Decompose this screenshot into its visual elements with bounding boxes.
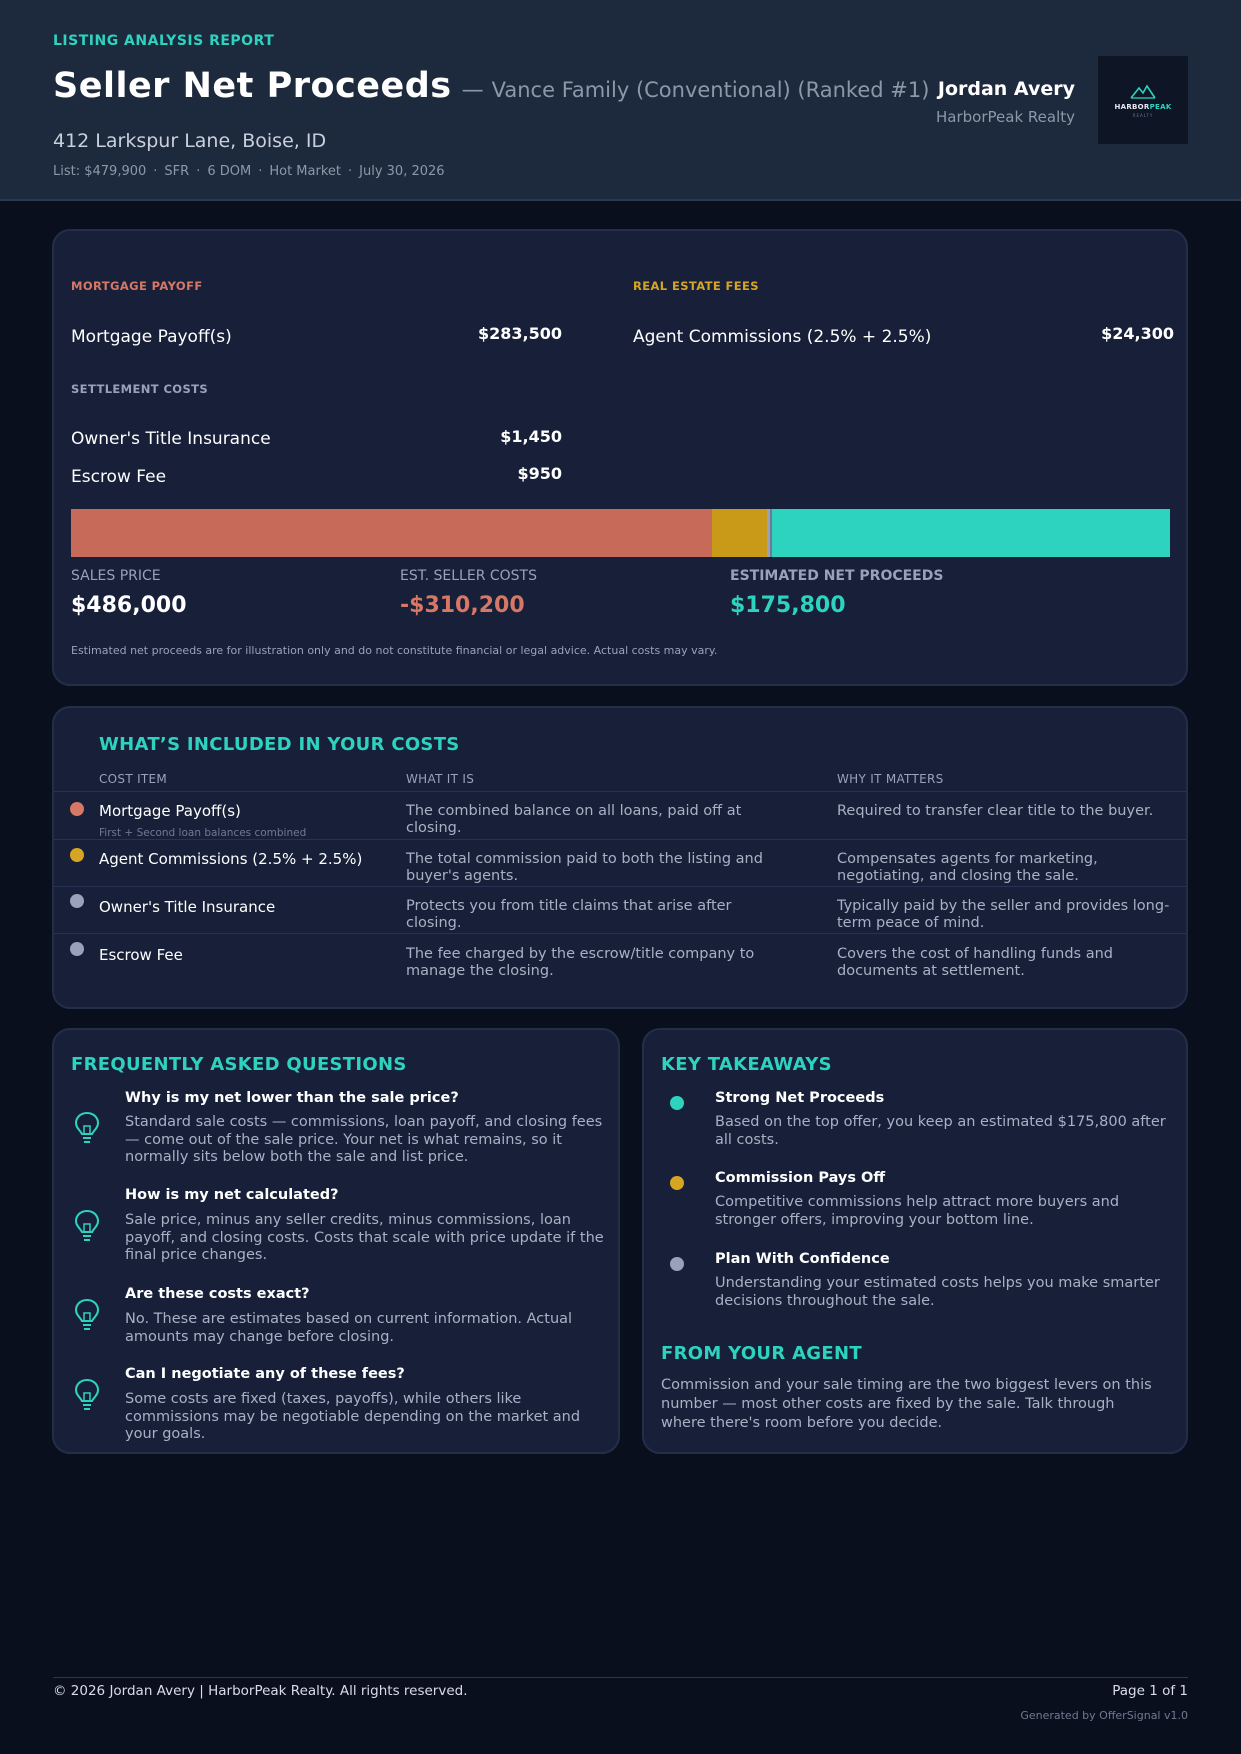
faq-answer: No. These are estimates based on current information. Actual amounts may change before closing. — [125, 1311, 573, 1345]
faq-question: Why is my net lower than the sale price? — [125, 1090, 459, 1106]
agent-info — [936, 78, 1075, 126]
row-why: Required to transfer clear title to the buyer. — [837, 803, 1154, 819]
listing-meta — [53, 164, 445, 179]
proceeds-breakdown-bar — [71, 509, 1170, 557]
meta-separator: · — [196, 164, 201, 179]
row-item: Mortgage Payoff(s) — [99, 802, 241, 820]
mountain-icon — [1130, 83, 1156, 99]
title-insurance-value: $1,450 — [500, 427, 562, 446]
takeaway-dot-icon — [670, 1176, 684, 1190]
faq-question: How is my net calculated? — [125, 1187, 339, 1203]
mortgage-category-label: MORTGAGE PAYOFF — [71, 279, 203, 293]
property-address: 412 Larkspur Lane, Boise, ID — [53, 130, 327, 152]
row-item: Escrow Fee — [99, 946, 183, 964]
generator-credit: Generated by OfferSignal v1.0 — [1020, 1709, 1188, 1722]
takeaway-text: Understanding your estimated costs helps you make smarter decisions throughout the sale. — [715, 1275, 1160, 1309]
row-what: The combined balance on all loans, paid off at closing. — [406, 803, 742, 836]
meta-separator: · — [258, 164, 263, 179]
bar-segment-mortgage-payoff — [71, 509, 712, 557]
table-row — [54, 886, 1186, 934]
net-proceeds-label: ESTIMATED NET PROCEEDS — [730, 568, 944, 584]
settlement-category-label: SETTLEMENT COSTS — [71, 382, 209, 396]
escrow-value: $950 — [517, 464, 562, 483]
column-header-cost-item: COST ITEM — [99, 772, 168, 786]
faq-answer: Sale price, minus any seller credits, minus commissions, loan payoff, and closing costs. Costs that scale with price update if the final price changes. — [125, 1212, 604, 1263]
takeaways-card — [642, 1028, 1188, 1454]
footer-copyright: © 2026 Jordan Avery | HarborPeak Realty. All rights reserved. — [53, 1683, 468, 1699]
faq-answer: Standard sale costs — commissions, loan payoff, and closing fees — come out of the sale price. Your net is what remains, so it normally sits below both the sale and list price. — [125, 1114, 603, 1165]
row-why: Typically paid by the seller and provides long-term peace of mind. — [837, 898, 1170, 931]
takeaway-title: Plan With Confidence — [715, 1251, 890, 1267]
agent-company: HarborPeak Realty — [936, 108, 1075, 126]
included-costs-card — [52, 706, 1188, 1009]
footer-divider — [53, 1677, 1188, 1678]
agent-name: Jordan Avery — [937, 78, 1075, 100]
page-title: Seller Net Proceeds — [53, 66, 452, 106]
meta-market: Hot Market — [269, 164, 341, 179]
lightbulb-icon — [72, 1377, 102, 1413]
column-header-what: WHAT IT IS — [406, 772, 475, 786]
row-why: Compensates agents for marketing, negotiating, and closing the sale. — [837, 851, 1098, 884]
commission-item: Agent Commissions (2.5% + 2.5%) — [633, 327, 932, 347]
report-eyebrow: LISTING ANALYSIS REPORT — [53, 33, 275, 49]
agent-note-text: Commission and your sale timing are the two biggest levers on this number — most other costs are fixed by the sale. Talk through where there's room before you decide. — [661, 1377, 1152, 1431]
row-item: Owner's Title Insurance — [99, 898, 276, 916]
meta-property-type: SFR — [164, 164, 190, 179]
mortgage-item: Mortgage Payoff(s) — [71, 327, 232, 347]
logo-text: HARBORPEAK — [1114, 102, 1172, 111]
mortgage-value: $283,500 — [477, 324, 562, 343]
escrow-dot-icon — [70, 942, 84, 956]
escrow-item: Escrow Fee — [71, 467, 167, 487]
fees-category-label: REAL ESTATE FEES — [633, 279, 759, 293]
row-what: Protects you from title claims that arise after closing. — [406, 898, 732, 931]
takeaway-title: Commission Pays Off — [715, 1170, 886, 1186]
page-subtitle: Vance Family (Conventional) (Ranked #1) — [491, 78, 930, 102]
lightbulb-icon — [72, 1110, 102, 1146]
meta-separator: · — [348, 164, 353, 179]
column-header-why: WHY IT MATTERS — [837, 772, 944, 786]
lightbulb-icon — [72, 1208, 102, 1244]
seller-costs-label: EST. SELLER COSTS — [400, 568, 537, 584]
row-what: The total commission paid to both the listing and buyer's agents. — [406, 851, 763, 884]
takeaway-dot-icon — [670, 1257, 684, 1271]
takeaway-dot-icon — [670, 1096, 684, 1110]
bar-segment-net-proceeds — [772, 509, 1170, 557]
brokerage-logo — [1098, 56, 1188, 144]
takeaway-title: Strong Net Proceeds — [715, 1090, 885, 1106]
lightbulb-icon — [72, 1297, 102, 1333]
commission-value: $24,300 — [1101, 324, 1174, 343]
commission-dot-icon — [70, 848, 84, 862]
takeaways-title: KEY TAKEAWAYS — [661, 1054, 832, 1075]
sales-price-label: SALES PRICE — [71, 568, 161, 584]
meta-separator: · — [153, 164, 158, 179]
title-dash: — — [461, 78, 484, 103]
title-row — [53, 66, 929, 106]
row-why: Covers the cost of handling funds and documents at settlement. — [837, 946, 1113, 979]
takeaway-text: Based on the top offer, you keep an estimated $175,800 after all costs. — [715, 1114, 1166, 1148]
table-row — [54, 839, 1186, 887]
report-header — [0, 0, 1241, 201]
page-number: Page 1 of 1 — [1112, 1683, 1188, 1699]
faq-answer: Some costs are fixed (taxes, payoffs), while others like commissions may be negotiable depending on the market and your goals. — [125, 1391, 581, 1442]
table-row — [54, 791, 1186, 839]
table-row — [54, 933, 1186, 981]
row-what: The fee charged by the escrow/title company to manage the closing. — [406, 946, 755, 979]
net-proceeds-value: $175,800 — [730, 593, 846, 618]
disclaimer: Estimated net proceeds are for illustration only and do not constitute financial or legal advice. Actual costs may vary. — [71, 644, 718, 657]
bar-segment-agent-commissions — [712, 509, 767, 557]
faq-question: Are these costs exact? — [125, 1286, 310, 1302]
meta-date: July 30, 2026 — [359, 164, 445, 179]
faq-question: Can I negotiate any of these fees? — [125, 1366, 405, 1382]
logo-tagline: REALTY — [1132, 112, 1154, 118]
takeaway-text: Competitive commissions help attract more buyers and stronger offers, improving your bottom line. — [715, 1194, 1120, 1228]
title-insurance-item: Owner's Title Insurance — [71, 429, 271, 449]
faq-title: FREQUENTLY ASKED QUESTIONS — [71, 1054, 407, 1075]
sales-price-value: $486,000 — [71, 593, 187, 618]
seller-costs-value: -$310,200 — [400, 593, 525, 618]
mortgage-dot-icon — [70, 802, 84, 816]
meta-days-on-market: 6 DOM — [207, 164, 252, 179]
row-note: First + Second loan balances combined — [99, 827, 307, 839]
cost-summary-card — [52, 229, 1188, 686]
meta-list-price: List: $479,900 — [53, 164, 147, 179]
agent-note-title: FROM YOUR AGENT — [661, 1343, 862, 1364]
title-insurance-dot-icon — [70, 894, 84, 908]
faq-card — [52, 1028, 620, 1454]
row-item: Agent Commissions (2.5% + 2.5%) — [99, 850, 363, 868]
included-title: WHAT’S INCLUDED IN YOUR COSTS — [99, 734, 460, 755]
